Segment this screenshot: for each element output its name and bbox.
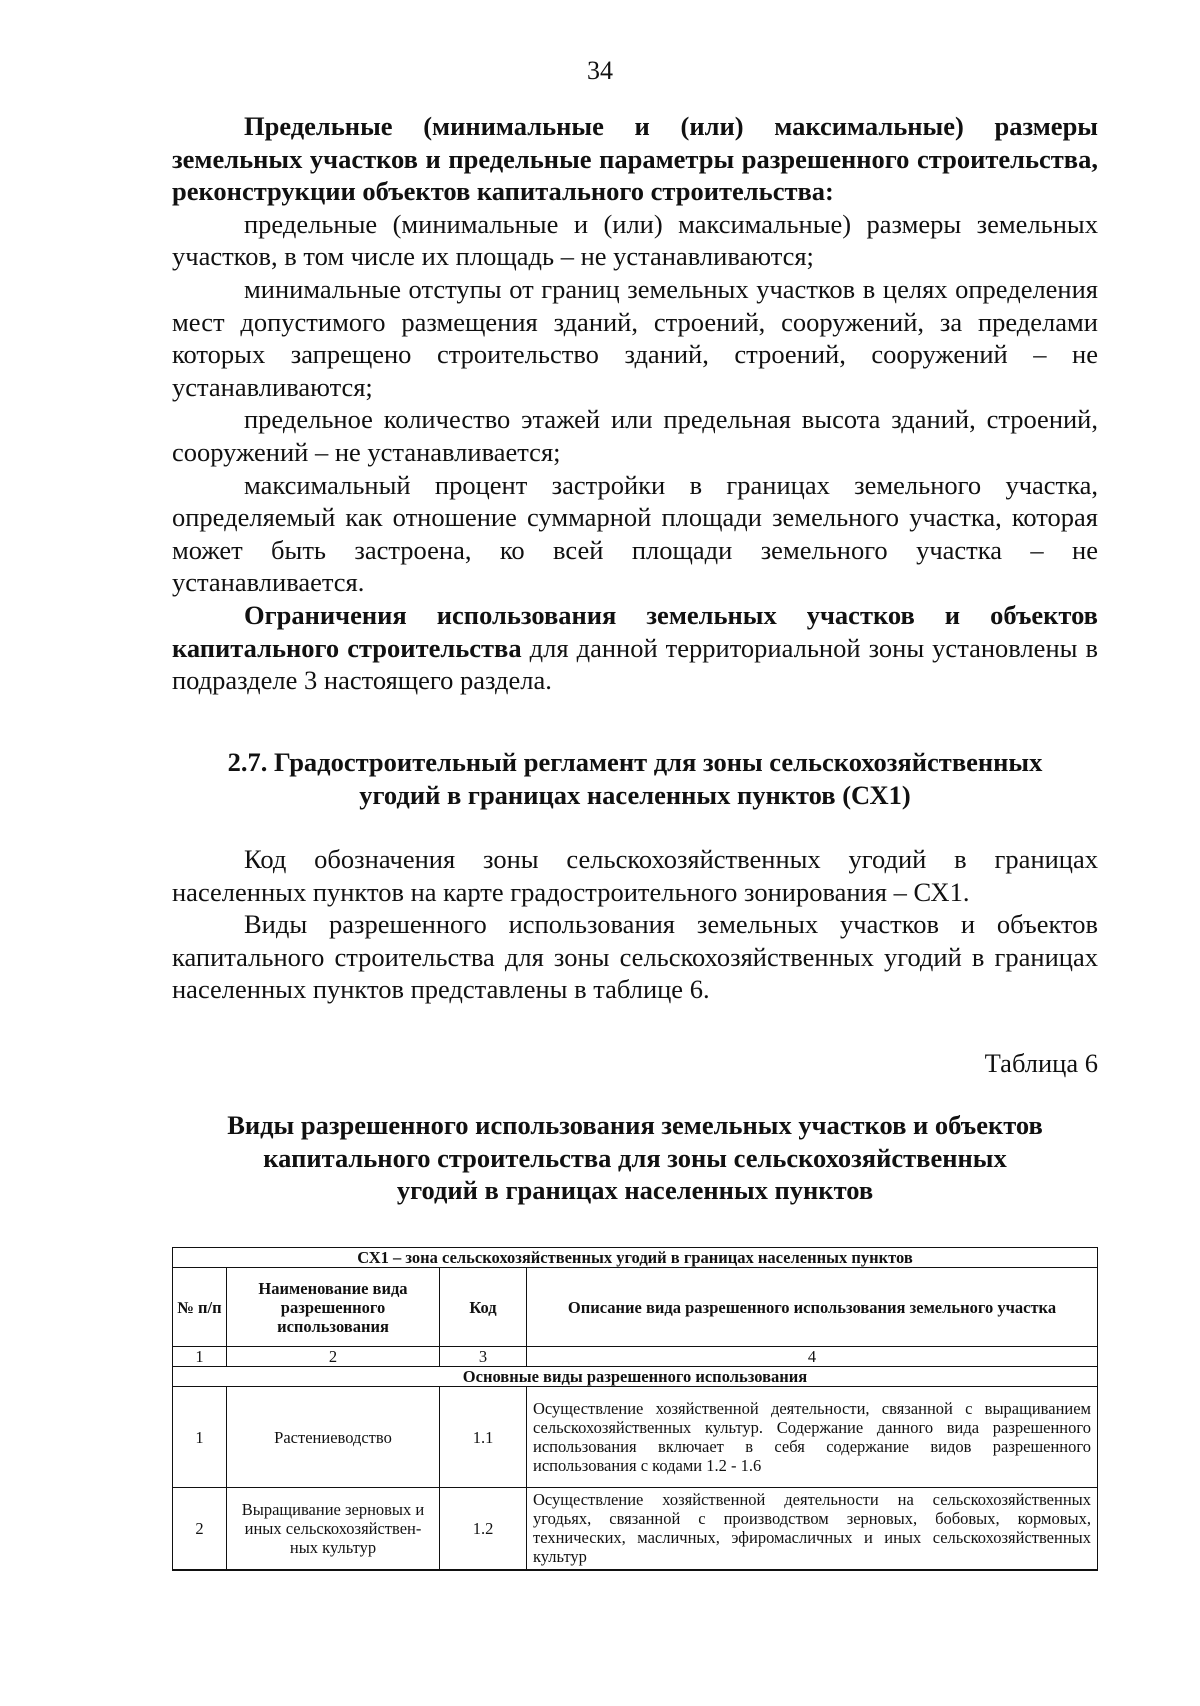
col-number-2: 2 [227, 1347, 440, 1367]
row-name: Растениеводство [227, 1387, 440, 1488]
col-number-4: 4 [527, 1347, 1098, 1367]
table-title-line-1: Виды разрешенного использования земельных участков и объектов [227, 1110, 1043, 1140]
column-number-row [173, 1347, 1098, 1367]
limits-paragraph-2: минимальные отступы от границ земельных участков в целях определения мест допустимого размещения зданий, строений, сооружений, за пределами которых запрещено строительство зданий, строений, сооружений – не устанавливаются; [172, 273, 1098, 402]
limits-paragraph-3: предельное количество этажей или предельная высота зданий, строений, сооружений – не устанавливается; [172, 404, 1098, 467]
restrictions-paragraph [172, 599, 1098, 697]
section-title [172, 746, 1098, 811]
row-code: 1.1 [440, 1387, 527, 1488]
limits-heading: Предельные (минимальные и (или) максимальные) размеры земельных участков и предельные параметры разрешенного строительства, реконструкции объектов капитального строительства: [172, 111, 1098, 207]
group-header-row [173, 1367, 1098, 1387]
col-header-description: Описание вида разрешенного использования земельного участка [527, 1268, 1098, 1347]
limits-block [172, 110, 1098, 697]
table-row [173, 1387, 1098, 1488]
col-number-3: 3 [440, 1347, 527, 1367]
zone-header: СХ1 – зона сельскохозяйственных угодий в границах населенных пунктов [173, 1248, 1098, 1268]
section-paragraph-2: Виды разрешенного использования земельных участков и объектов капитального строительства для зоны сельскохозяйственных угодий в границах населенных пунктов представлены в таблице 6. [172, 909, 1098, 1005]
section-title-line-1: 2.7. Градостроительный регламент для зоны сельскохозяйственных [227, 747, 1043, 777]
restrictions-rest: для данной территориальной зоны установлены в подразделе 3 настоящего раздела. [172, 632, 1098, 696]
zone-header-row [173, 1248, 1098, 1268]
col-header-code: Код [440, 1268, 527, 1347]
row-description: Осуществление хозяйственной деятельности, связанной с выращиванием сельскохозяйственных культур. Содержание данного вида разрешенного использования включает в себя содержание видов разрешенного использования с кодами 1.2 - 1.6 [527, 1387, 1098, 1488]
section-paragraph-1: Код обозначения зоны сельскохозяйственных угодий в границах населенных пунктов на карте градостроительного зонирования – СХ1. [172, 844, 1098, 907]
table-row [173, 1488, 1098, 1570]
limits-paragraph-1: предельные (минимальные и (или) максимальные) размеры земельных участков, в том числе их площадь – не устанавливаются; [172, 208, 1098, 272]
page-number: 34 [587, 56, 613, 85]
col-number-1: 1 [173, 1347, 227, 1367]
group-header: Основные виды разрешенного использования [173, 1367, 1098, 1387]
section-title-line-2: угодий в границах населенных пунктов (СХ1) [359, 779, 911, 810]
table-label: Таблица 6 [984, 1048, 1098, 1078]
row-name: Выращивание зерновых и иных сельскохозяйствен-ных культур [227, 1488, 440, 1570]
table-title-line-2: капитального строительства для зоны сельскохозяйственных [263, 1142, 1007, 1173]
row-num: 1 [173, 1387, 227, 1488]
row-code: 1.2 [440, 1488, 527, 1570]
table-title-line-3: угодий в границах населенных пунктов [396, 1175, 874, 1206]
land-use-table [172, 1247, 1098, 1571]
row-num: 2 [173, 1488, 227, 1570]
row-description: Осуществление хозяйственной деятельности на сельскохозяйственных угодьях, связанной с производством зерновых, бобовых, кормовых, технических, масличных, эфиромасличных и иных сельскохозяйственных культур [527, 1488, 1098, 1570]
table-title [172, 1109, 1098, 1207]
column-header-row [173, 1268, 1098, 1347]
col-header-name: Наименование вида разрешенного использования [227, 1268, 440, 1347]
limits-paragraph-4: максимальный процент застройки в границах земельного участка, определяемый как отношение суммарной площади земельного участка, которая может быть застроена, ко всей площади земельного участка – не устанавливается. [172, 469, 1098, 598]
restrictions-bold: Ограничения использования земельных участков и объектов капитального строительства [172, 599, 1098, 663]
section-body [172, 843, 1098, 1006]
col-header-num: № п/п [173, 1268, 227, 1347]
